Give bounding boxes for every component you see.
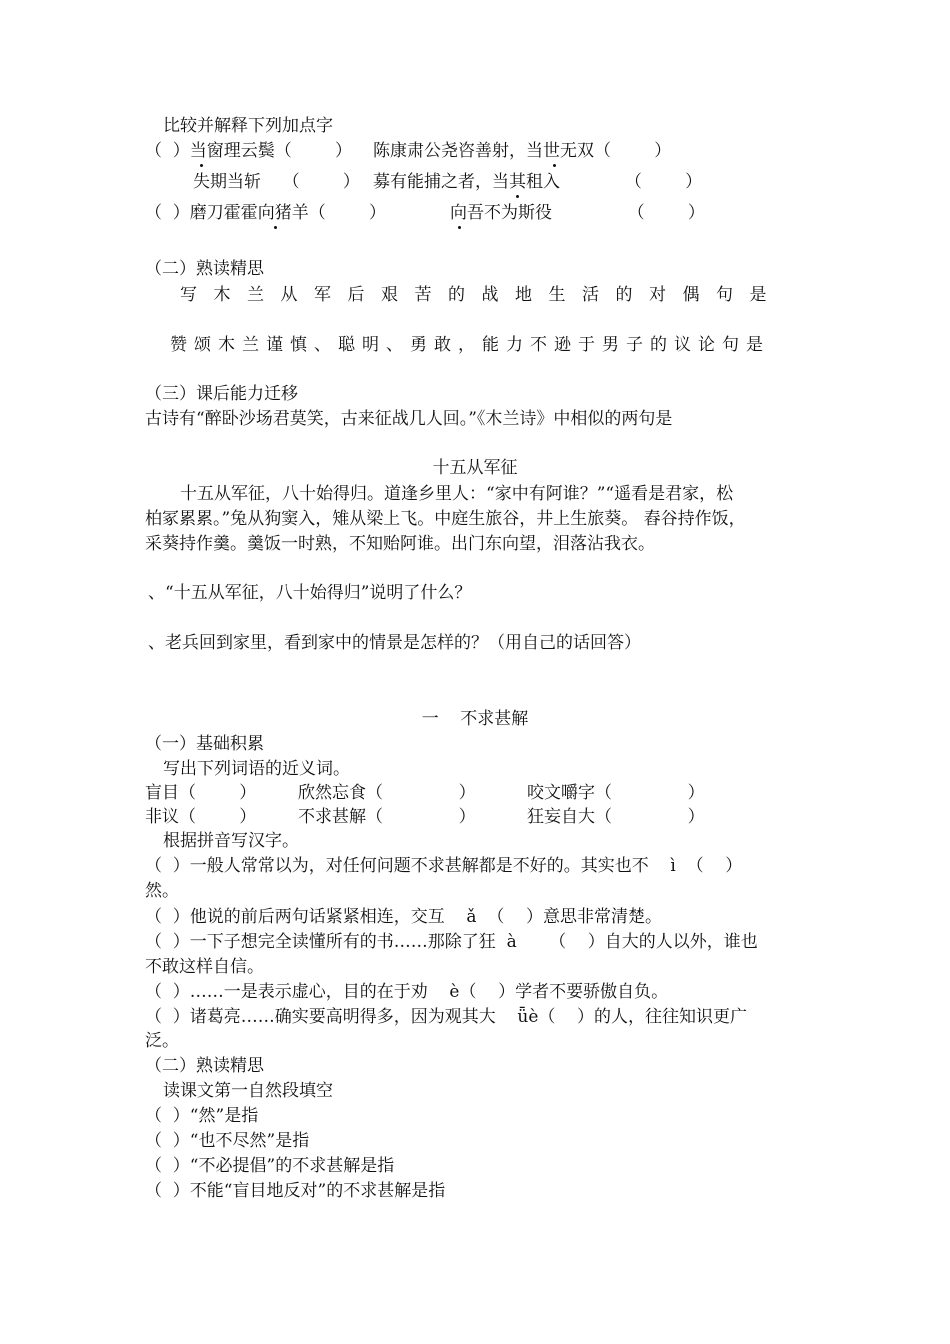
exercise-heading: 比较并解释下列加点字 — [163, 116, 333, 136]
reading-item: （ ）“也不尽然”是指 — [145, 1131, 310, 1151]
prompt-line: 写出下列词语的近义词。 — [163, 759, 350, 779]
pinyin-item: 泛。 — [145, 1031, 179, 1051]
emphasis-dot — [553, 164, 556, 167]
section-heading: （二）熟读精思 — [145, 259, 264, 279]
exercise-row-3a: （ ）磨刀霍霍向猪羊（ ） — [145, 203, 387, 223]
section-heading: （一）基础积累 — [145, 734, 264, 754]
question-line: 写木兰从军后艰苦的战地生活的对偶句是 — [180, 285, 783, 305]
exercise-row-2b: 募有能捕之者，当其租入 （ ） — [373, 172, 703, 192]
question-line: 、老兵回到家里，看到家中的情景是怎样的？（用自己的话回答） — [148, 633, 641, 653]
synonym-item: 咬文嚼字（ ） — [527, 783, 705, 803]
emphasis-dot — [200, 164, 203, 167]
pinyin-item: 然。 — [145, 881, 179, 901]
emphasis-dot — [274, 226, 277, 229]
reading-item: （ ）“然”是指 — [145, 1106, 259, 1126]
lesson-title: 一 不求甚解 — [421, 709, 529, 729]
exercise-row-2a: 失期当斩 （ ） — [193, 172, 360, 192]
synonym-item: 狂妄自大（ ） — [527, 807, 705, 827]
poem-title: 十五从军征 — [432, 458, 518, 478]
poem-line: 采葵持作羹。羹饭一时熟，不知贻阿谁。出门东向望，泪落沾我衣。 — [145, 534, 655, 554]
emphasis-dot — [516, 195, 519, 198]
emphasis-dot — [458, 226, 461, 229]
question-line: 赞颂木兰谨慎、聪明、勇敢，能力不逊于男子的议论句是 — [170, 335, 770, 355]
poem-line: 柏冢累累。”兔从狗窦入，雉从梁上飞。中庭生旅谷，井上生旅葵。 舂谷持作饭， — [145, 509, 746, 529]
synonym-item: 不求甚解（ ） — [298, 807, 476, 827]
pinyin-item: （ ）一般人常常以为，对任何问题不求甚解都是不好的。其实也不 ì （ ） — [145, 856, 743, 876]
pinyin-item: （ ）……一是表示虚心，目的在于劝 è（ ）学者不要骄傲自负。 — [145, 982, 669, 1002]
prompt-line: 读课文第一自然段填空 — [163, 1081, 333, 1101]
exercise-row-1a: （ ）当窗理云鬓（ ） — [145, 141, 353, 161]
section-heading: （二）熟读精思 — [145, 1056, 264, 1076]
question-line: 古诗有“醉卧沙场君莫笑，古来征战几人回。”《木兰诗》中相似的两句是 — [145, 409, 673, 429]
reading-item: （ ）不能“盲目地反对”的不求甚解是指 — [145, 1181, 446, 1201]
exercise-row-1b: 陈康肃公尧咨善射，当世无双（ ） — [373, 141, 672, 161]
synonym-item: 非议（ ） — [145, 807, 257, 827]
section-heading: （三）课后能力迁移 — [145, 384, 298, 404]
synonym-item: 欣然忘食（ ） — [298, 783, 476, 803]
poem-line: 十五从军征，八十始得归。道逢乡里人：“家中有阿谁？”“遥看是君家，松 — [180, 484, 734, 504]
question-line: 、“十五从军征，八十始得归”说明了什么？ — [148, 583, 472, 603]
prompt-line: 根据拼音写汉字。 — [163, 831, 299, 851]
synonym-item: 盲目（ ） — [145, 783, 257, 803]
pinyin-item: （ ）一下子想完全读懂所有的书……那除了狂 à （ ）自大的人以外，谁也 — [145, 932, 758, 952]
reading-item: （ ）“不必提倡”的不求甚解是指 — [145, 1156, 395, 1176]
exercise-row-3b: 向吾不为斯役 （ ） — [450, 203, 705, 223]
pinyin-item: （ ）他说的前后两句话紧紧相连，交互 ǎ （ ）意思非常清楚。 — [145, 907, 662, 927]
pinyin-item: （ ）诸葛亮……确实要高明得多，因为观其大 ǖè（ ）的人，往往知识更广 — [145, 1007, 748, 1027]
pinyin-item: 不敢这样自信。 — [145, 957, 264, 977]
